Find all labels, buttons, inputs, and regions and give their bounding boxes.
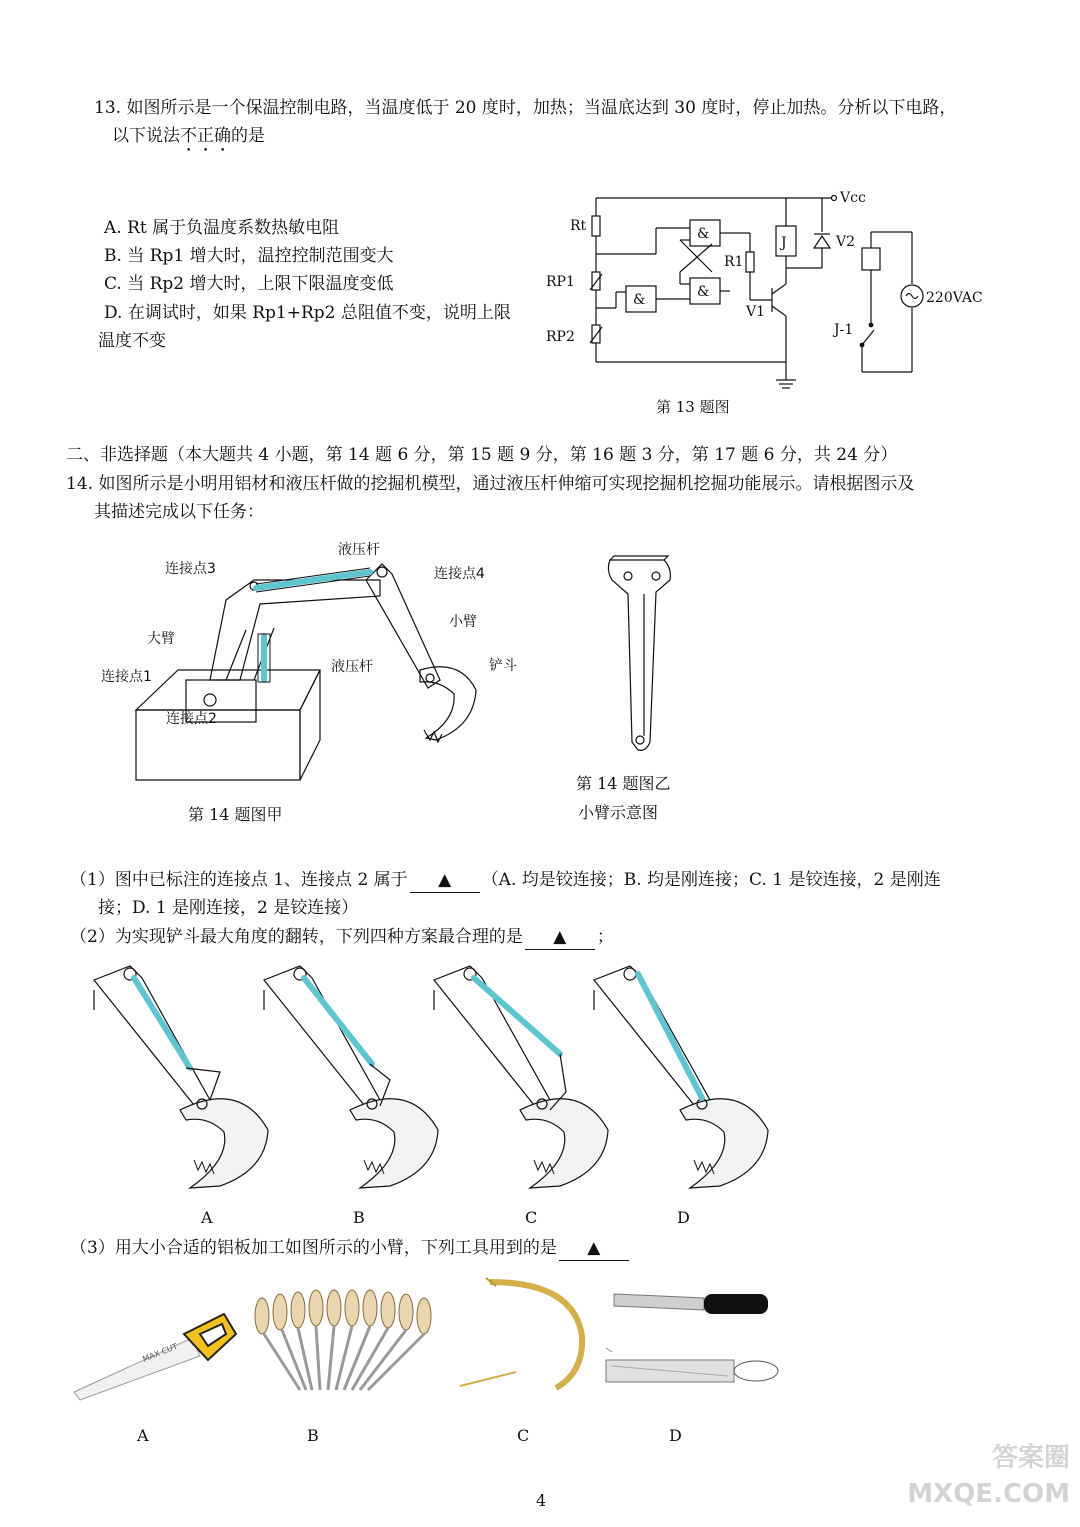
q13-stem-pre: 以下说法 [112,126,180,146]
q13-option-b: B. 当 Rp1 增大时，温控控制范围变大 [104,246,394,266]
tool-c-label: C [517,1426,530,1445]
rt-label: Rt [570,218,587,234]
q14-sub3-answer-blank[interactable] [559,1236,629,1261]
tool-c-curved-strip-image [456,1276,596,1396]
q13-option-a: A. Rt 属于负温度系数热敏电阻 [104,218,340,238]
tool-d-label: D [669,1426,682,1445]
v1-label: V1 [746,304,766,320]
label-bucket: 铲斗 [489,658,517,674]
label-joint1: 连接点1 [101,669,152,685]
q14-sub2-text-post: ； [596,927,614,947]
q13-stem-line1: 13. 如图所示是一个保温控制电路，当温度低于 20 度时，加热；当温底达到 30 度时，停止加热。分析以下电路， [94,98,957,118]
q13-option-c: C. 当 Rp2 增大时，上限下限温度变低 [104,274,394,294]
answer-mark: ▲ [438,870,452,890]
label-joint3: 连接点3 [165,561,216,577]
gate3-label: & [633,292,646,308]
label-hydraulic-top: 液压杆 [338,542,380,558]
q14-sub1-answer-blank[interactable] [410,868,480,893]
answer-mark: ▲ [553,927,567,947]
q14-sub3-text-pre: （3）用大小合适的铝板加工如图所示的小臂，下列工具用到的是 [70,1238,557,1258]
v2-label: V2 [836,234,856,250]
scheme-d-figure [594,966,768,1188]
relay-j-label: J [781,235,787,251]
j1-label: J-1 [834,322,854,338]
q14-sub2-text-pre: （2）为实现铲斗最大角度的翻转，下列四种方案最合理的是 [70,927,523,947]
ac-label: 220VAC [926,290,983,306]
scheme-b-figure [264,966,438,1188]
watermark: 答案圈 MXQE.COM [907,1443,1070,1509]
label-small-arm: 小臂 [449,614,477,630]
q13-stem-emphasis: 不正确 [180,126,231,146]
vcc-label: Vcc [840,190,866,206]
q13-stem-line2 [112,124,265,156]
label-hydraulic-mid: 液压杆 [331,659,373,675]
q13-figure-caption: 第 13 题图 [656,398,730,416]
fig-yi-caption1: 第 14 题图乙 [576,774,671,793]
q13-stem-post: 的是 [231,126,265,146]
fig-yi-caption2: 小臂示意图 [578,803,659,822]
q14-sub1-text-post: （A. 均是铰连接；B. 均是刚连接；C. 1 是铰连接，2 是刚连 [481,870,941,890]
scheme-c-figure [434,966,608,1188]
saw-brand-text: MAX CUT [141,1341,179,1364]
scheme-a-label: A [201,1208,213,1227]
label-joint2: 连接点2 [166,711,217,727]
q14-stem-line1: 14. 如图所示是小明用铝材和液压杆做的挖掘机模型，通过液压杆伸缩可实现挖掘机挖掘功能展示。请根据图示及 [66,474,915,494]
q14-sub1-line1 [70,868,941,893]
q13-option-d-line2: 温度不变 [98,331,166,351]
label-big-arm: 大臂 [147,631,175,647]
rp2-label: RP2 [546,329,575,345]
q14-stem-line2: 其描述完成以下任务： [94,502,264,522]
q14-sub1-line2: 接；D. 1 是刚连接，2 是铰连接） [98,898,359,918]
gate2-label: & [697,284,710,300]
fig-jia-caption: 第 14 题图甲 [188,805,283,824]
scheme-c-label: C [525,1208,538,1227]
label-joint4: 连接点4 [434,566,485,582]
r1-label: R1 [724,254,744,270]
q13-circuit-diagram [540,180,983,400]
tool-a-handsaw-image [74,1300,244,1400]
scheme-d-label: D [677,1208,690,1227]
q14-sub2-scheme-figures [90,960,770,1200]
q14-sub1-text-pre: （1）图中已标注的连接点 1、连接点 2 属于 [70,870,408,890]
scheme-b-label: B [353,1208,365,1227]
tool-b-chisels-image [240,1290,450,1400]
scheme-a-figure [94,966,268,1188]
rp1-label: RP1 [546,274,575,290]
q14-sub2-line [70,925,614,950]
q14-figure-yi-small-arm [600,550,690,760]
gate1-label: & [697,226,710,242]
q13-option-d-line1: D. 在调试时，如果 Rp1+Rp2 总阻值不变，说明上限 [104,303,511,323]
q14-sub2-answer-blank[interactable] [525,925,595,950]
page-number: 4 [536,1491,547,1510]
section2-heading: 二、非选择题（本大题共 4 小题，第 14 题 6 分，第 15 题 9 分，第 16 题 3 分，第 17 题 6 分，共 24 分） [66,445,898,465]
q14-sub3-line [70,1236,631,1261]
tool-d-files-image [604,1286,784,1396]
tool-a-label: A [137,1426,149,1445]
tool-b-label: B [307,1426,319,1445]
answer-mark: ▲ [587,1238,601,1258]
